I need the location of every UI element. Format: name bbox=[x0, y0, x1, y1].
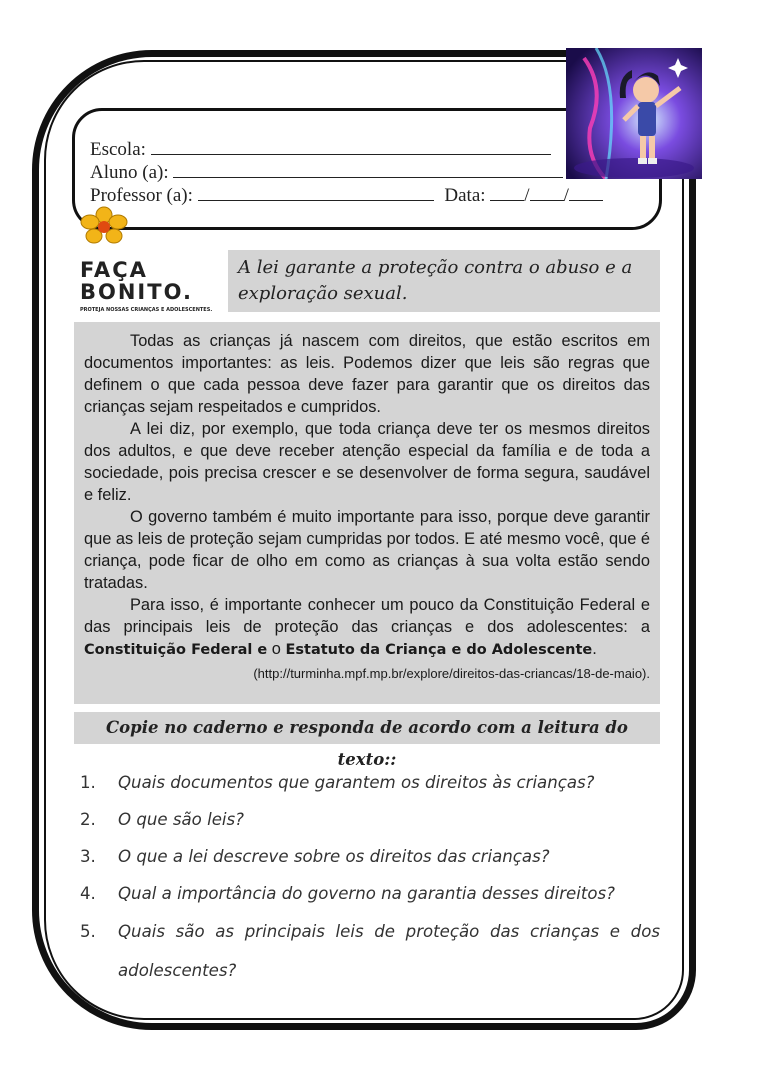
bold-constituicao: Constituição Federal e bbox=[84, 642, 268, 658]
date-day-blank[interactable] bbox=[490, 186, 524, 201]
connector-text: o bbox=[271, 640, 281, 658]
date-separator: / bbox=[563, 185, 569, 206]
teacher-label: Professor (a): bbox=[90, 185, 193, 206]
question-number: 4. bbox=[80, 884, 96, 903]
question-list bbox=[80, 764, 660, 990]
source-link[interactable]: (http://turminha.mpf.mp.br/explore/direitos-das-criancas/18-de-maio). bbox=[253, 666, 650, 681]
paragraph: A lei diz, por exemplo, que toda criança deve ter os mesmos direitos dos adultos, e que deve receber atenção especial da família e de toda a sociedade, pois precisa crescer e se desenvolver de forma segura, saudável e feliz. bbox=[84, 420, 650, 504]
instruction-banner: Copie no caderno e responda de acordo com a leitura do texto:: bbox=[74, 712, 660, 744]
teacher-date-line bbox=[90, 185, 603, 207]
school-label: Escola: bbox=[90, 139, 146, 160]
question-item bbox=[80, 764, 660, 801]
teacher-blank[interactable] bbox=[198, 186, 434, 201]
question-number: 1. bbox=[80, 773, 96, 792]
question-item bbox=[80, 838, 660, 875]
paragraph bbox=[84, 594, 650, 661]
period: . bbox=[592, 640, 597, 658]
question-number: 3. bbox=[80, 847, 96, 866]
question-number: 2. bbox=[80, 810, 96, 829]
question-item bbox=[80, 801, 660, 838]
paragraph: O governo também é muito importante para isso, porque deve garantir que as leis de proteção sejam cumpridas por todos. E até mesmo você, que é criança, pode ficar de olho em como as crianças à sua volta estão sendo tratadas. bbox=[84, 508, 650, 592]
date-year-blank[interactable] bbox=[569, 186, 603, 201]
question-text: Quais são as principais leis de proteção das crianças e dos adolescentes? bbox=[118, 922, 660, 980]
question-item bbox=[80, 875, 660, 912]
bold-estatuto: Estatuto da Criança e do Adolescente bbox=[285, 642, 593, 658]
faca-bonito-logo bbox=[80, 258, 228, 313]
school-line bbox=[90, 139, 551, 161]
question-text: O que a lei descreve sobre os direitos das crianças? bbox=[118, 847, 550, 866]
question-text: Quais documentos que garantem os direitos às crianças? bbox=[118, 773, 595, 792]
paragraph-text: Para isso, é importante conhecer um pouco da Constituição Federal e das principais leis de proteção das crianças e dos adolescentes: a bbox=[84, 596, 650, 636]
student-label: Aluno (a): bbox=[90, 162, 169, 183]
date-label: Data: bbox=[444, 185, 486, 206]
flower-icon bbox=[76, 206, 132, 248]
date-separator: / bbox=[524, 185, 530, 206]
question-text: Qual a importância do governo na garantia desses direitos? bbox=[118, 884, 615, 903]
date-month-blank[interactable] bbox=[530, 186, 564, 201]
avatar-image bbox=[566, 48, 702, 179]
question-item bbox=[80, 912, 660, 990]
question-number: 5. bbox=[80, 922, 96, 941]
school-blank[interactable] bbox=[151, 140, 551, 155]
reading-text bbox=[74, 322, 660, 704]
lesson-title: A lei garante a proteção contra o abuso e a exploração sexual. bbox=[228, 250, 660, 312]
paragraph: Todas as crianças já nascem com direitos, que estão escritos em documentos importantes: as leis. Podemos dizer que leis são regras que definem o que cada pessoa deve fazer para garantir que os direitos das crianças sejam respeitados e cumpridos. bbox=[84, 332, 650, 416]
student-line bbox=[90, 162, 563, 184]
logo-title: FAÇA BONITO. bbox=[80, 258, 193, 304]
question-text: O que são leis? bbox=[118, 810, 244, 829]
logo-subtitle: PROTEJA NOSSAS CRIANÇAS E ADOLESCENTES. bbox=[80, 307, 213, 313]
student-blank[interactable] bbox=[173, 163, 563, 178]
